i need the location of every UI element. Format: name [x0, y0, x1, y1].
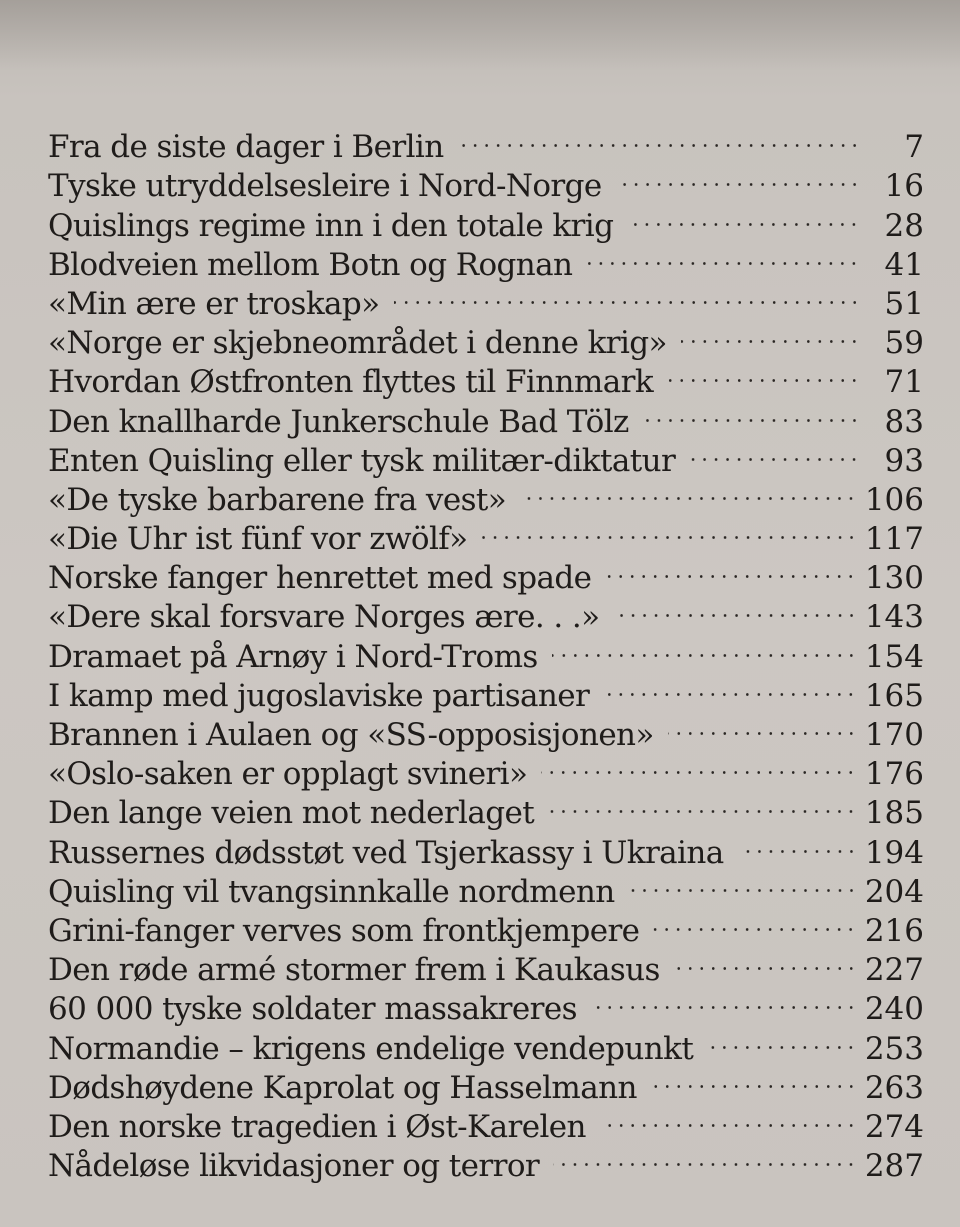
- page-number: 185: [864, 795, 924, 832]
- page-number: 28: [884, 207, 924, 244]
- toc-entry: [48, 118, 924, 166]
- chapter-title: «Norge er skjebneområdet i denne krig»: [48, 325, 667, 362]
- chapter-title: Den norske tragedien i Øst-Karelen: [48, 1108, 586, 1145]
- dot-leader: [394, 275, 860, 314]
- dot-leader: [605, 549, 856, 588]
- chapter-title: Brannen i Aulaen og «SS-opposisjonen»: [48, 717, 654, 753]
- page-number: 16: [884, 168, 924, 205]
- chapter-title: Norske fanger henrettet med spade: [48, 560, 592, 597]
- chapter-title: Dramaet på Arnøy i Nord-Troms: [48, 638, 538, 675]
- dot-leader: [600, 1098, 857, 1137]
- dot-leader: [548, 784, 857, 823]
- chapter-title: Den røde armé stormer frem i Kaukasus: [48, 952, 660, 989]
- page-number: 154: [864, 638, 924, 675]
- dot-leader: [627, 196, 860, 235]
- dot-leader: [552, 627, 857, 666]
- dot-leader: [458, 118, 860, 157]
- dot-leader: [667, 353, 860, 392]
- page-number: 165: [864, 677, 924, 714]
- chapter-title: Grini-fanger verves som frontkjempere: [48, 912, 640, 949]
- dot-leader: [603, 667, 857, 706]
- chapter-title: «Oslo-saken er opplagt svineri»: [48, 756, 528, 793]
- chapter-title: I kamp med jugoslaviske partisaner: [48, 677, 590, 714]
- dot-leader: [616, 157, 860, 196]
- chapter-title: Nådeløse likvidasjoner og terror: [48, 1148, 540, 1185]
- page-number: 59: [884, 325, 924, 362]
- chapter-title: Dødshøydene Kaprolat og Hasselmann: [48, 1069, 637, 1106]
- dot-leader: [553, 1137, 857, 1176]
- page-number: 130: [864, 560, 924, 597]
- page-number: 287: [864, 1148, 924, 1185]
- page-number: 240: [864, 991, 924, 1028]
- page-number: 170: [864, 717, 924, 753]
- page-number: 216: [864, 912, 924, 949]
- dot-leader: [681, 314, 860, 353]
- chapter-title: Normandie – krigens endelige vendepunkt: [48, 1030, 694, 1067]
- chapter-title: «Min ære er troskap»: [48, 285, 380, 322]
- page-number: 274: [864, 1108, 924, 1145]
- page-number: 71: [884, 364, 924, 401]
- page-number: 194: [864, 834, 924, 871]
- page-number: 106: [864, 481, 924, 518]
- dot-leader: [707, 1019, 857, 1058]
- dot-leader: [674, 941, 857, 980]
- chapter-title: Den lange veien mot nederlaget: [48, 795, 535, 832]
- page-number: 204: [864, 873, 924, 910]
- chapter-title: Blodveien mellom Botn og Rognan: [48, 246, 573, 283]
- dot-leader: [614, 588, 857, 627]
- dot-leader: [586, 236, 860, 275]
- dot-leader: [541, 745, 856, 784]
- page-number: 227: [864, 952, 924, 989]
- page-number: 83: [884, 403, 924, 440]
- chapter-title: Quislings regime inn i den totale krig: [48, 207, 614, 244]
- dot-leader: [689, 432, 860, 471]
- chapter-title: «Dere skal forsvare Norges ære. . .»: [48, 599, 600, 636]
- chapter-title: Enten Quisling eller tysk militær-diktatur: [48, 442, 676, 479]
- dot-leader: [482, 510, 857, 549]
- dot-leader: [643, 392, 860, 431]
- page-number: 143: [864, 599, 924, 636]
- page-number: 51: [884, 285, 924, 322]
- dot-leader: [591, 980, 857, 1019]
- chapter-title: Tyske utryddelsesleire i Nord-Norge: [48, 168, 602, 205]
- dot-leader: [738, 823, 857, 862]
- chapter-title: Fra de siste dager i Berlin: [48, 129, 444, 166]
- page-number: 93: [884, 442, 924, 479]
- page-number: 263: [864, 1069, 924, 1106]
- chapter-title: Hvordan Østfronten flyttes til Finnmark: [48, 364, 654, 401]
- chapter-title: Den knallharde Junkerschule Bad Tölz: [48, 403, 629, 440]
- dot-leader: [668, 706, 857, 745]
- chapter-title: «Die Uhr ist fünf vor zwölf»: [48, 521, 468, 558]
- page-number: 117: [864, 521, 924, 558]
- chapter-title: Quisling vil tvangsinnkalle nordmenn: [48, 873, 615, 910]
- table-of-contents: [48, 118, 924, 1185]
- chapter-title: 60 000 tyske soldater massakreres: [48, 991, 577, 1028]
- page-number: 176: [864, 756, 924, 793]
- page-number: 41: [884, 246, 924, 283]
- page-number: 253: [864, 1030, 924, 1067]
- chapter-title: Russernes dødsstøt ved Tsjerkassy i Ukraina: [48, 834, 724, 871]
- chapter-title: «De tyske barbarene fra vest»: [48, 481, 507, 518]
- dot-leader: [653, 902, 856, 941]
- dot-leader: [651, 1059, 857, 1098]
- page-number: 7: [904, 129, 924, 166]
- dot-leader: [520, 471, 857, 510]
- page-shadow: [0, 0, 960, 70]
- dot-leader: [629, 863, 857, 902]
